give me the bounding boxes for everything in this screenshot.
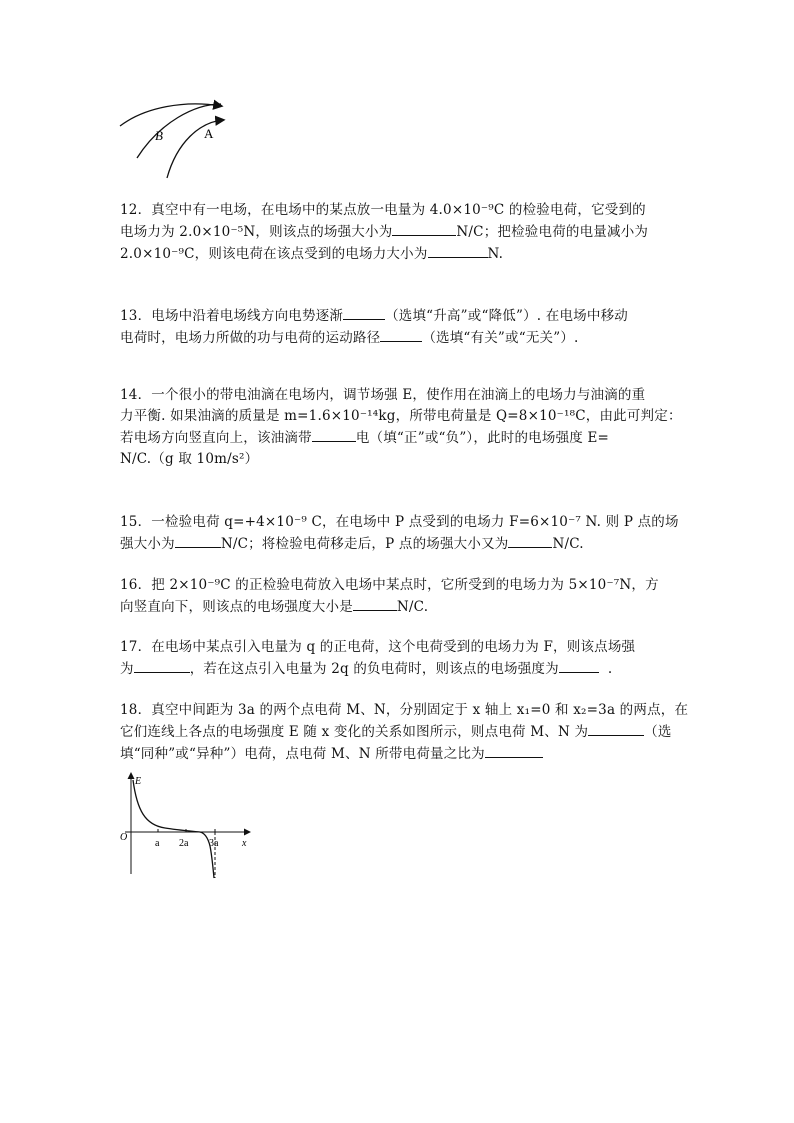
q12-answer-blank-1[interactable]	[392, 221, 456, 236]
q12-line-1: 12．真空中有一电场，在电场中的某点放一电量为 4.0×10⁻⁹C 的检验电荷，它受到的	[120, 202, 646, 218]
q12-line-2a: 电场力为 2.0×10⁻⁵N，则该点的场强大小为	[120, 224, 393, 240]
q13-line-1b: （选填“升高”或“降低”）. 在电场中移动	[385, 308, 628, 324]
q14-line-3a: 若电场方向竖直向上，该油滴带	[120, 430, 312, 446]
q14-answer-blank-1[interactable]	[312, 427, 356, 442]
q17-line-2c: .	[607, 661, 613, 677]
point-a-label: A	[204, 126, 214, 141]
question-18	[120, 700, 689, 765]
tick-label-3a: 3a	[209, 838, 219, 849]
q12-line-2	[120, 221, 680, 243]
y-axis-label: E	[135, 776, 142, 787]
q12-line-3	[120, 243, 680, 265]
question-13	[120, 305, 680, 349]
q15-answer-blank-1[interactable]	[175, 533, 221, 548]
q12-answer-blank-2[interactable]	[428, 243, 488, 258]
q14-line-2: 力平衡. 如果油滴的质量是 m=1.6×10⁻¹⁴kg，所带电荷量是 Q=8×10⁻¹⁸C，由此可判定：	[120, 408, 682, 424]
q18-line-2a: 它们连线上各点的电场强度 E 随 x 变化的关系如图所示，则点电荷 M、N 为	[120, 724, 589, 740]
q18-line-2b: （选	[644, 724, 672, 740]
q16-line-2	[120, 596, 680, 618]
q18-line-1: 18．真空中间距为 3a 的两个点电荷 M、N，分别固定于 x 轴上 x₁=0 和 x₂=3a 的两点，在	[120, 702, 689, 718]
q12-line-2b: N/C；把检验电荷的电量减小为	[456, 224, 649, 240]
q17-line-2b: ，若在这点引入电量为 2q 的负电荷时，则该点的电场强度为	[189, 661, 559, 677]
e-field-graph	[115, 770, 260, 880]
question-14	[120, 385, 680, 470]
q13-line-1a: 13．电场中沿着电场线方向电势逐渐	[120, 308, 344, 324]
q18-line-3a: 填“同种”或“异种”）电荷，点电荷 M、N 所带电荷量之比为	[120, 746, 485, 762]
q17-line-1: 17．在电场中某点引入电量为 q 的正电荷，这个电荷受到的电场力为 F，则该点场强	[120, 639, 636, 655]
field-line-third	[167, 120, 223, 178]
e-curve	[133, 780, 214, 878]
tick-label-2a: 2a	[179, 838, 189, 849]
q17-line-2	[120, 658, 680, 680]
question-16	[120, 575, 680, 618]
tick-label-a: a	[155, 838, 160, 849]
q13-line-1	[120, 305, 680, 327]
origin-label: O	[120, 832, 128, 843]
q14-line-3b: 电（填“正”或“负”），此时的电场强度 E=	[355, 430, 610, 446]
x-axis-label: x	[242, 838, 247, 849]
q16-line-1: 16．把 2×10⁻⁹C 的正检验电荷放入电场中某点时，它所受到的电场力为 5×10⁻⁷N，方	[120, 577, 659, 593]
q15-line-2c: N/C.	[552, 536, 584, 552]
q13-answer-blank-1[interactable]	[343, 305, 385, 320]
q17-line-2a: 为	[120, 661, 134, 677]
question-17	[120, 637, 680, 680]
q16-answer-blank-1[interactable]	[353, 596, 397, 611]
question-15	[120, 512, 680, 555]
point-b-label: B	[155, 128, 163, 143]
q13-line-2b: （选填“有关”或“无关”）.	[422, 330, 579, 346]
q12-line-3b: N.	[487, 246, 504, 262]
q14-line-3	[120, 427, 680, 449]
q14-line-1: 14．一个很小的带电油滴在电场内，调节场强 E，使作用在油滴上的电场力与油滴的重	[120, 387, 646, 403]
q15-line-2b: N/C；将检验电荷移走后，P 点的场强大小又为	[220, 536, 509, 552]
question-12	[120, 200, 680, 265]
q15-answer-blank-2[interactable]	[508, 533, 552, 548]
field-lines-figure	[115, 92, 235, 182]
q18-answer-blank-1[interactable]	[588, 721, 644, 736]
q15-line-2a: 强大小为	[120, 536, 175, 552]
q13-line-2a: 电荷时，电场力所做的功与电荷的运动路径	[120, 330, 381, 346]
q18-line-3	[120, 743, 680, 765]
q13-answer-blank-2[interactable]	[380, 327, 422, 342]
q12-line-3a: 2.0×10⁻⁹C，则该电荷在该点受到的电场力大小为	[120, 246, 428, 262]
q16-line-2a: 向竖直向下，则该点的电场强度大小是	[120, 599, 353, 615]
q15-line-1: 15．一检验电荷 q=+4×10⁻⁹ C，在电场中 P 点受到的电场力 F=6×10⁻⁷ N. 则 P 点的场	[120, 514, 679, 530]
q16-line-2b: N/C.	[396, 599, 429, 615]
q18-answer-blank-2[interactable]	[485, 743, 543, 758]
q17-answer-blank-2[interactable]	[559, 658, 599, 673]
q17-answer-blank-1[interactable]	[134, 658, 190, 673]
q14-line-4: N/C.（g 取 10m/s²）	[120, 451, 259, 467]
q13-line-2	[120, 327, 680, 349]
q15-line-2	[120, 533, 680, 555]
q18-line-2	[120, 721, 680, 743]
